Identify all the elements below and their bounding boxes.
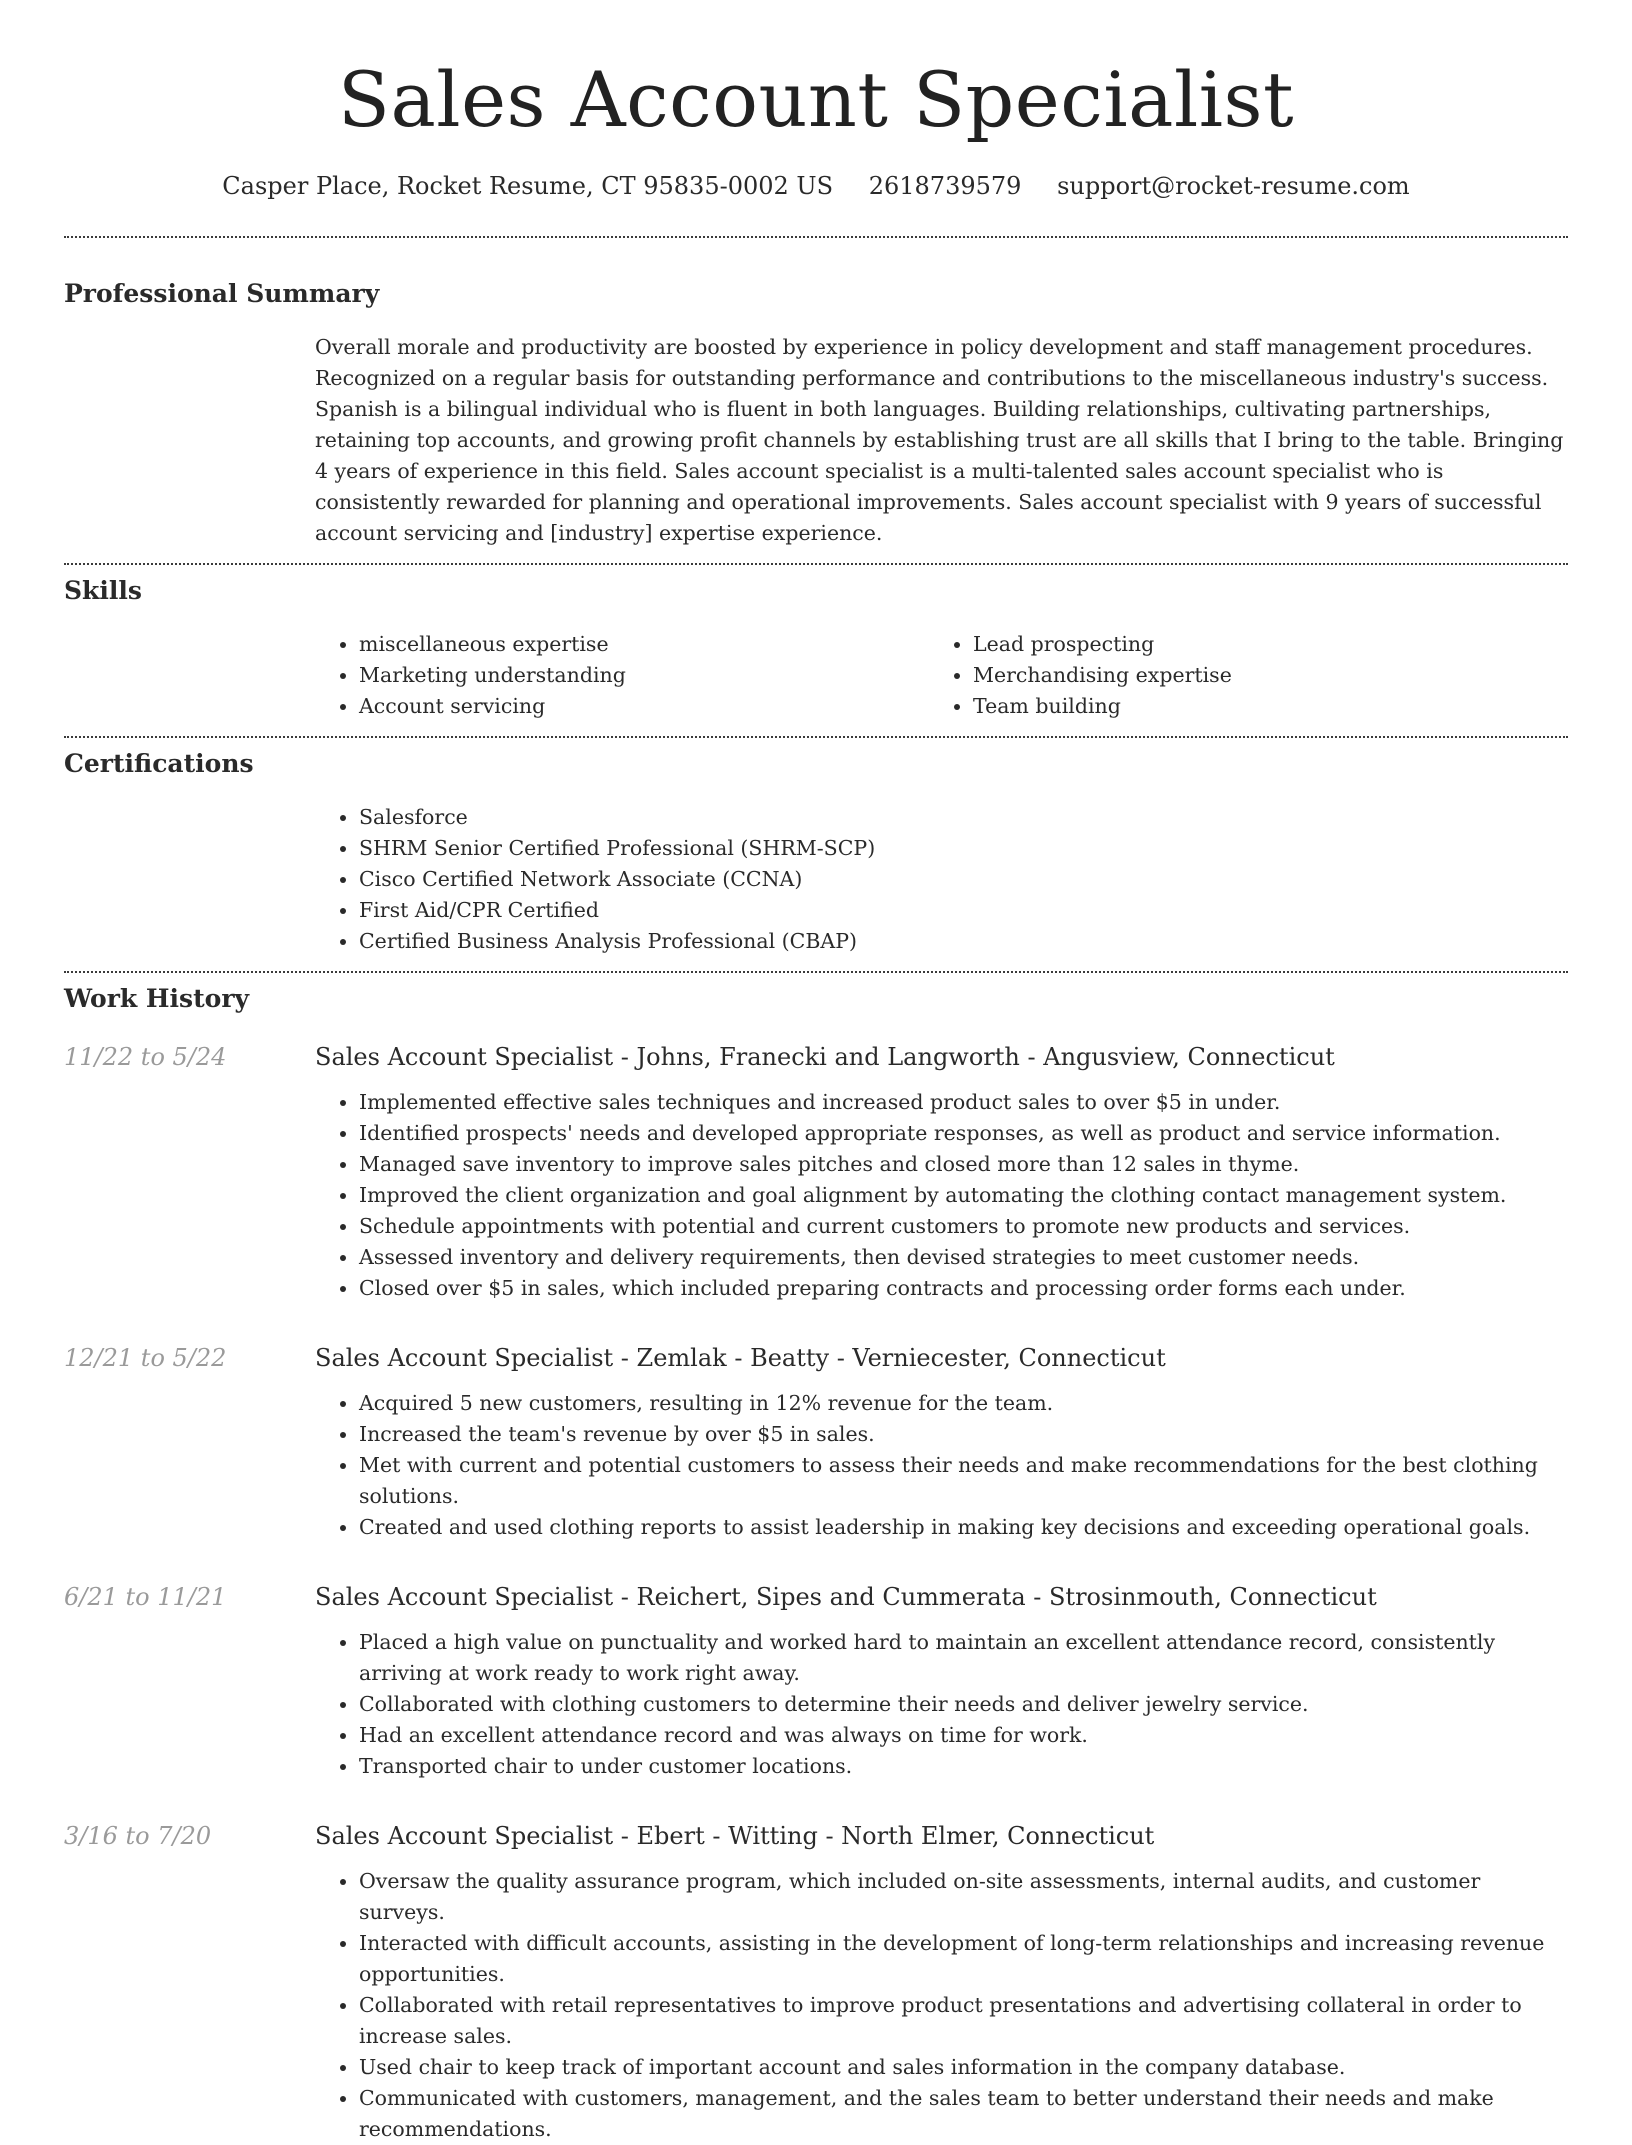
job-heading: Sales Account Specialist - Ebert - Witting - North Elmer, Connecticut <box>315 1822 1155 1850</box>
job-bullet: • Placed a high value on punctuality and worked hard to maintain an excellent attendance record, consistently arriving at work ready to work right away. <box>359 1627 1568 1689</box>
certification-item: • SHRM Senior Certified Professional (SHRM-SCP) <box>359 833 1568 864</box>
job-bullet: • Collaborated with retail representatives to improve product presentations and advertising collateral in order to increase sales. <box>359 1990 1568 2052</box>
skill-item: • Team building <box>973 691 1543 722</box>
section-divider <box>64 736 1568 738</box>
job-bullet: • Used chair to keep track of important account and sales information in the company database. <box>359 2052 1568 2083</box>
certifications-heading: Certifications <box>64 749 254 778</box>
job-bullet: • Transported chair to under customer locations. <box>359 1751 1568 1782</box>
work-history-heading: Work History <box>64 984 250 1013</box>
job-bullet: • Met with current and potential customers to assess their needs and make recommendations for the best clothing solutions. <box>359 1450 1568 1512</box>
summary-text: Overall morale and productivity are boosted by experience in policy development and staff management procedures. Recognized on a regular basis for outstanding performance and contributions to the miscellaneous industry's success. Spanish is a bilingual individual who is fluent in both languages. Building relationships, cultivating partnerships, retaining top accounts, and growing profit channels by establishing trust are all skills that I bring to the table. Bringing 4 years of experience in this field. Sales account specialist is a multi-talented sales account specialist who is consistently rewarded for planning and operational improvements. Sales account specialist with 9 years of successful account servicing and [industry] expertise experience. <box>315 335 1564 545</box>
skills-grid <box>315 629 1568 722</box>
skill-item: • Lead prospecting <box>973 629 1543 660</box>
skills-list-left <box>315 629 929 722</box>
job-entry <box>64 1581 1568 1782</box>
certifications-section <box>64 748 1568 957</box>
resume-page <box>64 0 1568 2145</box>
certification-item: • Salesforce <box>359 802 1568 833</box>
job-bullet: • Implemented effective sales techniques and increased product sales to over $5 in under. <box>359 1087 1568 1118</box>
job-entry <box>64 1820 1568 2145</box>
job-bullets <box>315 1087 1568 1304</box>
job-bullet: • Closed over $5 in sales, which included preparing contracts and processing order forms each under. <box>359 1273 1568 1304</box>
skill-item: • Marketing understanding <box>359 660 929 691</box>
job-bullets <box>315 1866 1568 2145</box>
job-heading: Sales Account Specialist - Zemlak - Beatty - Verniecester, Connecticut <box>315 1344 1166 1372</box>
job-bullet: • Increased the team's revenue by over $5 in sales. <box>359 1419 1568 1450</box>
job-dates: 12/21 to 5/22 <box>64 1344 227 1372</box>
summary-section <box>64 278 1568 549</box>
skill-item: • Account servicing <box>359 691 929 722</box>
section-divider <box>64 971 1568 973</box>
job-bullets <box>315 1388 1568 1543</box>
job-heading: Sales Account Specialist - Reichert, Sipes and Cummerata - Strosinmouth, Connecticut <box>315 1583 1377 1611</box>
candidate-name: Sales Account Specialist <box>337 55 1295 144</box>
job-bullet: • Identified prospects' needs and developed appropriate responses, as well as product and service information. <box>359 1118 1568 1149</box>
contact-phone: 2618739579 <box>868 172 1022 200</box>
job-bullet: • Communicated with customers, management, and the sales team to better understand their needs and make recommendations. <box>359 2083 1568 2145</box>
section-divider <box>64 563 1568 565</box>
certifications-list <box>315 802 1568 957</box>
skill-item: • miscellaneous expertise <box>359 629 929 660</box>
contact-address: Casper Place, Rocket Resume, CT 95835-0002 US <box>222 172 834 200</box>
skills-list-right <box>929 629 1543 722</box>
skills-section <box>64 575 1568 722</box>
job-dates: 6/21 to 11/21 <box>64 1583 227 1611</box>
job-bullets <box>315 1627 1568 1782</box>
job-entry <box>64 1342 1568 1543</box>
certification-item: • Cisco Certified Network Associate (CCNA) <box>359 864 1568 895</box>
job-bullet: • Schedule appointments with potential and current customers to promote new products and services. <box>359 1211 1568 1242</box>
contact-line <box>64 170 1568 202</box>
job-heading: Sales Account Specialist - Johns, Franecki and Langworth - Angusview, Connecticut <box>315 1043 1335 1071</box>
job-bullet: • Managed save inventory to improve sales pitches and closed more than 12 sales in thyme. <box>359 1149 1568 1180</box>
job-entry <box>64 1041 1568 1304</box>
contact-email: support@rocket-resume.com <box>1057 172 1410 200</box>
job-bullet: • Had an excellent attendance record and was always on time for work. <box>359 1720 1568 1751</box>
work-history-section <box>64 983 1568 2145</box>
job-bullet: • Assessed inventory and delivery requirements, then devised strategies to meet customer needs. <box>359 1242 1568 1273</box>
job-bullet: • Oversaw the quality assurance program, which included on-site assessments, internal audits, and customer surveys. <box>359 1866 1568 1928</box>
certification-item: • First Aid/CPR Certified <box>359 895 1568 926</box>
job-bullet: • Created and used clothing reports to assist leadership in making key decisions and exceeding operational goals. <box>359 1512 1568 1543</box>
certification-item: • Certified Business Analysis Professional (CBAP) <box>359 926 1568 957</box>
job-bullet: • Collaborated with clothing customers to determine their needs and deliver jewelry service. <box>359 1689 1568 1720</box>
job-dates: 11/22 to 5/24 <box>64 1043 227 1071</box>
job-bullet: • Improved the client organization and goal alignment by automating the clothing contact management system. <box>359 1180 1568 1211</box>
skills-heading: Skills <box>64 576 142 605</box>
job-dates: 3/16 to 7/20 <box>64 1822 212 1850</box>
summary-heading: Professional Summary <box>64 279 380 308</box>
skill-item: • Merchandising expertise <box>973 660 1543 691</box>
job-bullet: • Acquired 5 new customers, resulting in 12% revenue for the team. <box>359 1388 1568 1419</box>
header-divider <box>64 236 1568 238</box>
job-bullet: • Interacted with difficult accounts, assisting in the development of long-term relationships and increasing revenue opportunities. <box>359 1928 1568 1990</box>
